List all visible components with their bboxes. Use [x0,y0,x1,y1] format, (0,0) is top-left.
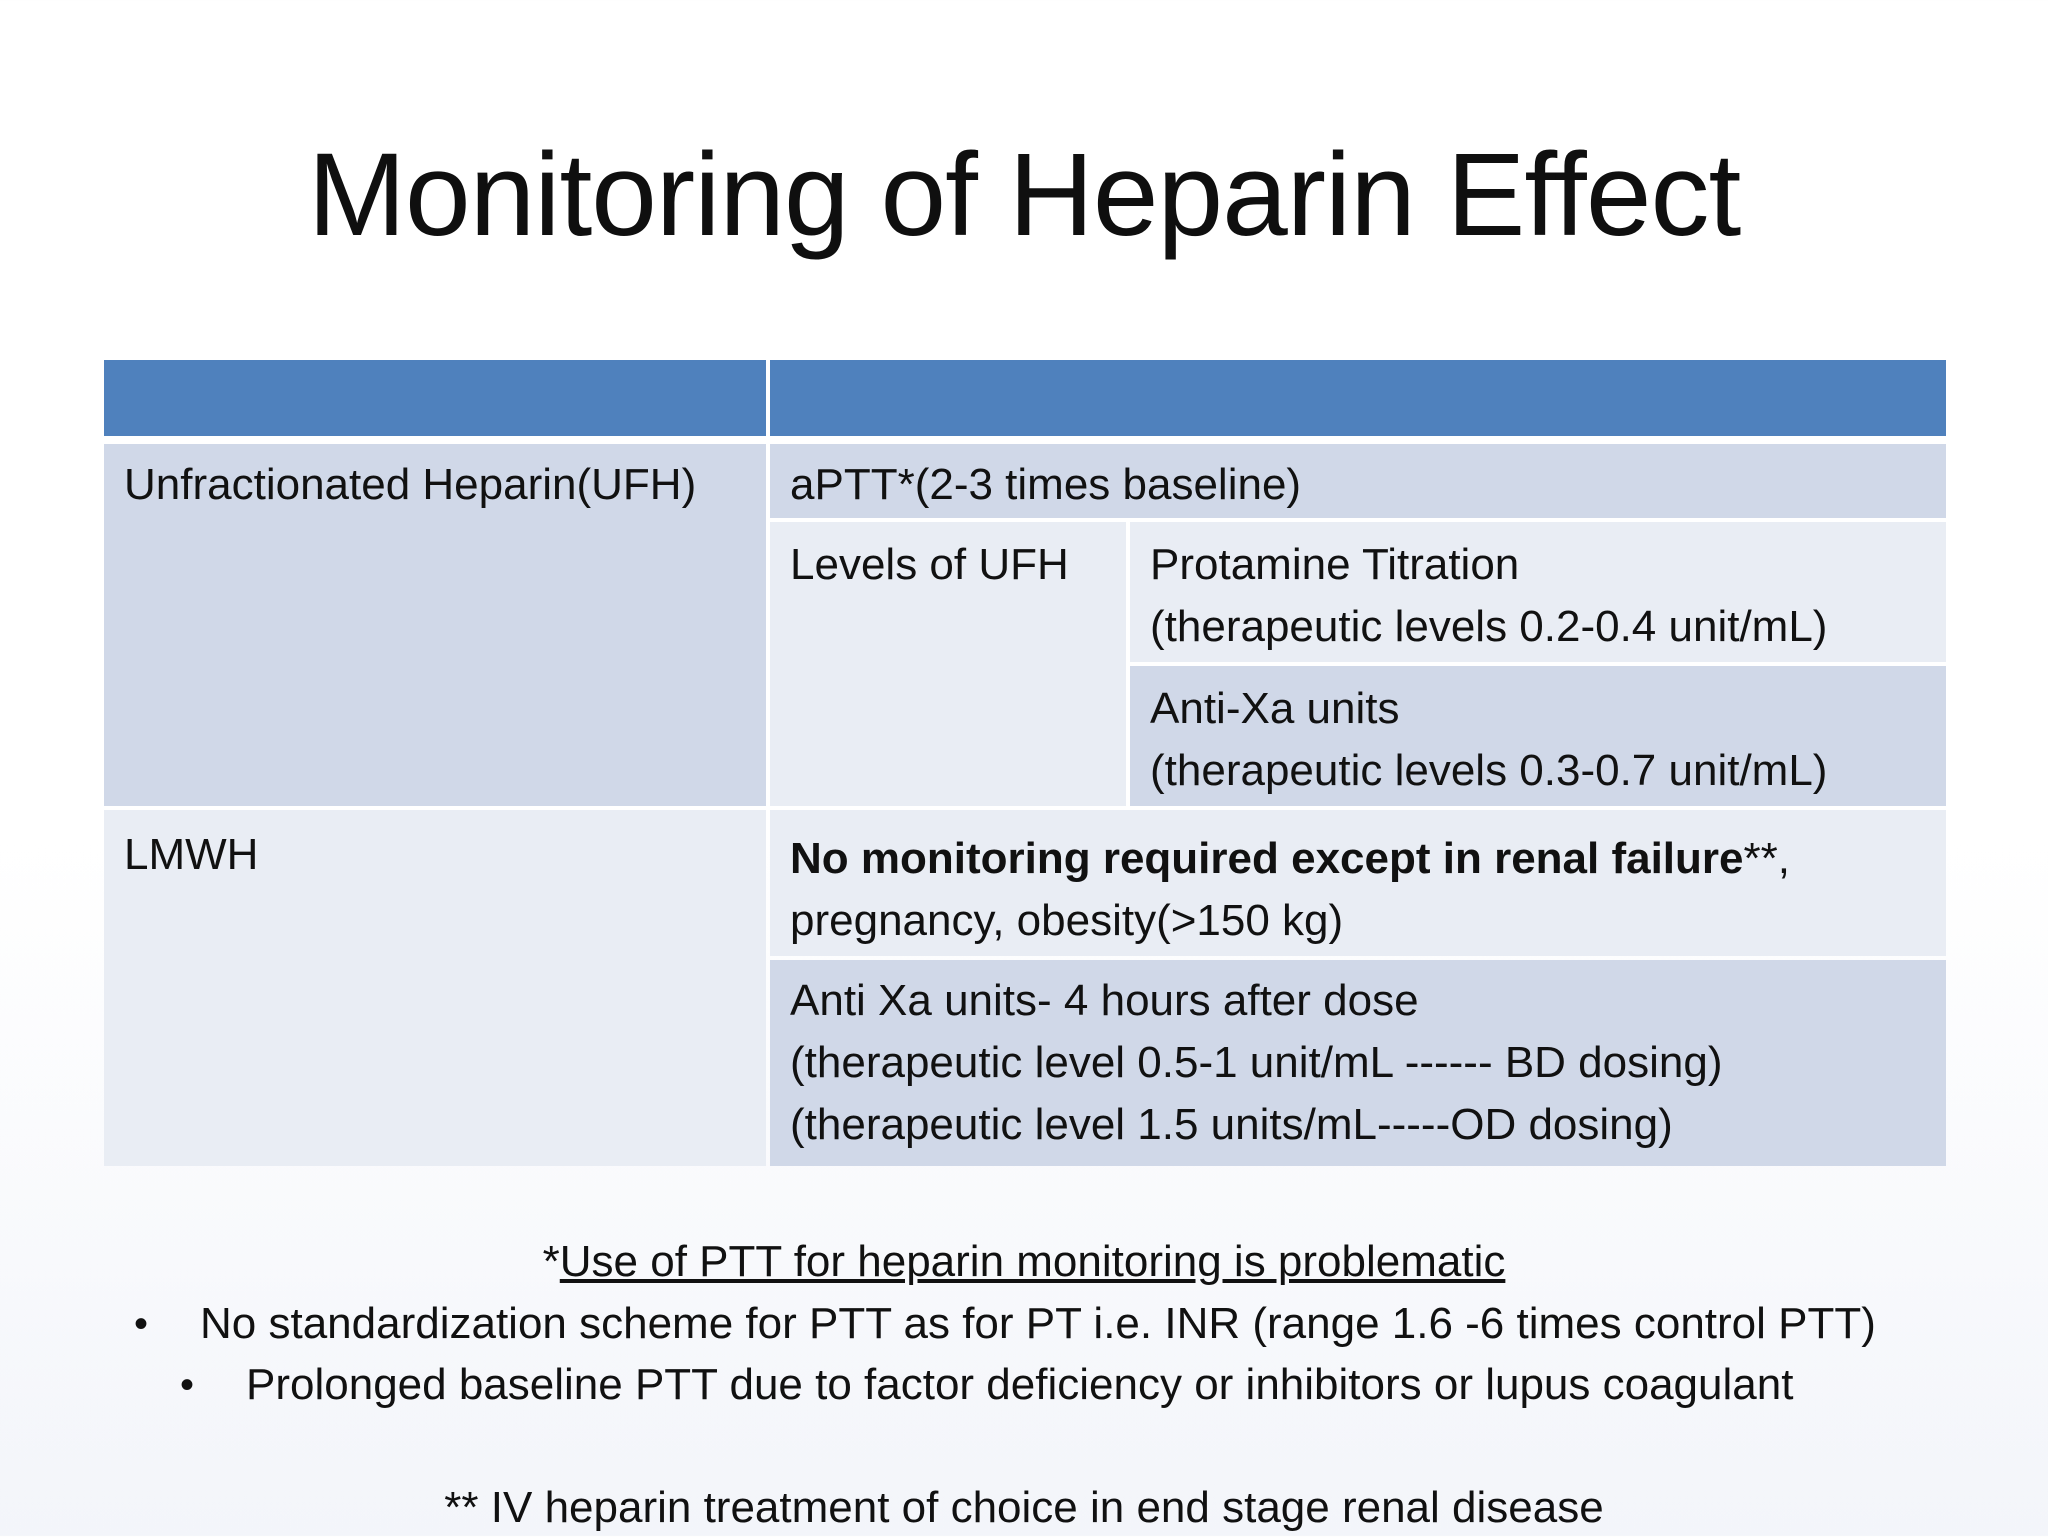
ufh-aptt-cell [770,444,1946,518]
lmwh-drug-cell [104,810,766,1166]
table-header-cell-2 [770,360,1946,436]
lmwh-monitoring-line-1 [790,828,1946,890]
ufh-drug-label: Unfractionated Heparin(UFH) [124,460,697,509]
notes-heading-star: * [542,1237,560,1286]
ufh-aptt-text: aPTT*(2-3 times baseline) [790,460,1302,509]
protamine-line-1: Protamine Titration [1150,540,1520,589]
protamine-line-2: (therapeutic levels 0.2-0.4 unit/mL) [1150,602,1828,651]
ufh-levels-label: Levels of UFH [790,540,1069,589]
ufh-levels-cell [770,522,1126,806]
lmwh-antixa-line-3: (therapeutic level 1.5 units/mL-----OD dosing) [790,1100,1673,1149]
ufh-protamine-cell [1130,522,1946,662]
bullet-glyph: • [134,1302,149,1346]
ufh-antixa-line-1: Anti-Xa units [1150,684,1400,733]
lmwh-monitoring-line-2: pregnancy, obesity(>150 kg) [790,896,1344,945]
lmwh-antixa-cell [770,960,1946,1166]
table-header-cell-1 [104,360,766,436]
lmwh-monitoring-cell [770,810,1946,956]
footnote: ** IV heparin treatment of choice in end stage renal disease [444,1483,1604,1532]
slide-title: Monitoring of Heparin Effect [307,129,1741,261]
monitoring-table [104,360,1946,1166]
ufh-antixa-cell [1130,666,1946,806]
ufh-antixa-line-2: (therapeutic levels 0.3-0.7 unit/mL) [1150,746,1828,795]
note-bullet-2-text: Prolonged baseline PTT due to factor deficiency or inhibitors or lupus coagulant [246,1360,1794,1409]
notes-heading-text: Use of PTT for heparin monitoring is problematic [559,1237,1506,1286]
lmwh-monitoring-suffix: **, [1743,834,1790,883]
notes-heading [0,1232,2048,1292]
note-bullet-1-text: No standardization scheme for PTT as for PT i.e. INR (range 1.6 -6 times control PTT) [200,1299,1876,1348]
lmwh-antixa-line-2: (therapeutic level 0.5-1 unit/mL ------ BD dosing) [790,1038,1723,1087]
lmwh-drug-label: LMWH [124,830,259,879]
lmwh-monitoring-bold: No monitoring required except in renal failure [790,834,1744,883]
bullet-glyph: • [180,1363,195,1407]
lmwh-antixa-line-1: Anti Xa units- 4 hours after dose [790,976,1419,1025]
ufh-drug-cell [104,444,766,806]
